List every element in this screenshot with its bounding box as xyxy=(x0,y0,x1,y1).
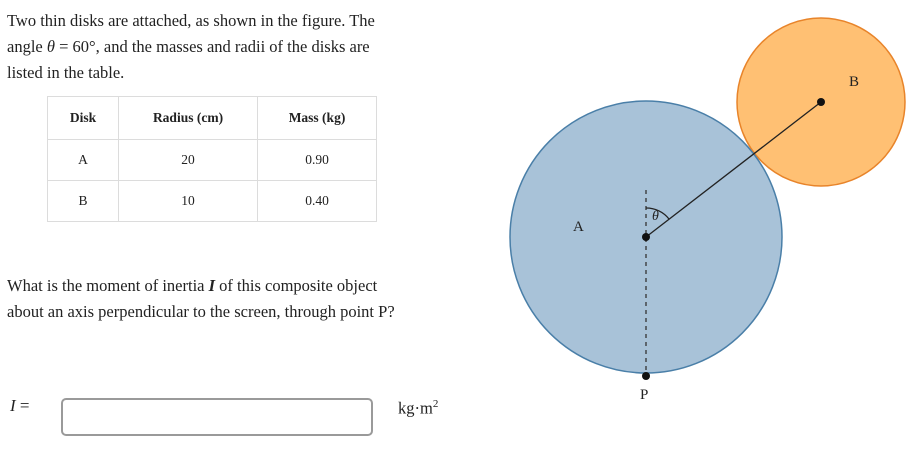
table-row xyxy=(48,140,377,181)
unit-exponent: 2 xyxy=(432,398,439,410)
unit-base: kg·m xyxy=(398,398,433,418)
header-radius: Radius (cm) xyxy=(119,97,258,140)
header-disk: Disk xyxy=(48,97,119,140)
disk-table xyxy=(47,96,377,222)
problem-statement xyxy=(7,8,427,86)
inertia-symbol: I xyxy=(208,276,216,295)
disk-figure xyxy=(500,10,919,450)
disk-b-label: B xyxy=(849,74,860,90)
problem-line-2-post: , and the masses and radii of the disks are xyxy=(95,37,370,56)
row-b-radius: 10 xyxy=(119,181,258,222)
answer-label-var: I xyxy=(10,396,16,415)
problem-line-3: listed in the table. xyxy=(7,63,125,82)
question-line-2: about an axis perpendicular to the screen, through point P? xyxy=(7,302,395,321)
problem-line-2-pre: angle xyxy=(7,37,47,56)
point-p-label: P xyxy=(640,387,649,403)
question-line-1 xyxy=(7,273,447,299)
disk-a-label: A xyxy=(573,219,584,235)
answer-input[interactable] xyxy=(61,398,373,436)
table-header-row xyxy=(48,97,377,140)
answer-label-eq: = xyxy=(15,396,30,415)
row-a-radius: 20 xyxy=(119,140,258,181)
answer-label xyxy=(10,396,30,416)
point-p xyxy=(642,372,650,380)
question xyxy=(7,273,447,325)
row-b-disk: B xyxy=(48,181,119,222)
theta-symbol: θ xyxy=(46,37,55,56)
row-b-mass: 0.40 xyxy=(258,181,377,222)
question-line-1-post: of this composite object xyxy=(215,276,378,295)
header-mass: Mass (kg) xyxy=(258,97,377,140)
question-line-1-pre: What is the moment of inertia xyxy=(7,276,209,295)
problem-line-1: Two thin disks are attached, as shown in the figure. The xyxy=(7,11,375,30)
center-point-a xyxy=(642,233,650,241)
row-a-mass: 0.90 xyxy=(258,140,377,181)
angle-value: = 60° xyxy=(54,37,96,56)
problem-line-2 xyxy=(7,34,427,60)
answer-unit xyxy=(398,398,438,419)
table-row xyxy=(48,181,377,222)
center-point-b xyxy=(817,98,825,106)
theta-label: θ xyxy=(652,209,659,224)
row-a-disk: A xyxy=(48,140,119,181)
